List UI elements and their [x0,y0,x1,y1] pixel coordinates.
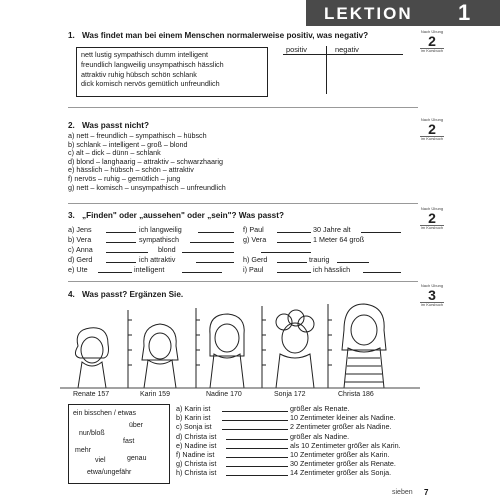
ex3-row-f: f) Paul 30 Jahre alt [243,226,264,235]
sentence-row: e) Nadine ist als 10 Zentimeter größer als Karin. [176,440,401,450]
ex3-row-h: h) Gerd traurig [243,256,267,265]
column-positive-label: positiv [286,45,307,54]
blank-line[interactable] [106,262,136,263]
blank-line[interactable] [226,475,288,476]
badge-number: 3 [428,286,436,303]
blank-line[interactable] [226,466,288,467]
blank-line[interactable] [106,242,136,243]
word-chip: etwa/ungefähr [87,469,132,476]
sentence-row: c) Sonja ist 2 Zentimeter größer als Nadine. [176,422,392,432]
exercise2-number: 2. [68,121,75,130]
person-sonja [276,310,314,388]
blank-line[interactable] [277,242,311,243]
blank-line[interactable] [182,252,234,253]
lesson-number: 1 [458,0,471,25]
word-row: freundlich langweilig unsympathisch hässlich [81,59,224,69]
list-item: a) nett – freundlich – sympathisch – hübsch [68,131,207,140]
blank-line[interactable] [190,242,234,243]
exercise1-word-box [76,47,268,97]
blank-line[interactable] [222,420,288,421]
sentence-row: b) Karin ist 10 Zentimeter kleiner als Nadine. [176,413,396,423]
blank-line[interactable] [106,252,148,253]
list-item: d) blond – langhaarig – attraktiv – schwarzhaarig [68,156,224,166]
exercise3-number: 3. [68,211,75,220]
blank-line[interactable] [277,232,311,233]
badge-number: 2 [428,32,436,49]
word-chip: viel [95,457,106,464]
separator [68,203,418,204]
blank-line[interactable] [277,272,311,273]
exercise2-badge [414,118,450,141]
lesson-header [306,0,500,26]
ex3-row-e: e) Ute intelligent [68,266,88,275]
blank-line[interactable] [226,439,288,440]
exercise4-sentences [176,405,416,479]
person-nadine [210,314,244,388]
badge-bottom-text: im Kursbuch [420,135,444,141]
list-item: e) hässlich – hübsch – schön – attraktiv [68,165,194,175]
person-label: Renate 157 [73,391,110,398]
word-chip: über [129,422,144,429]
list-item: g) nett – komisch – unsympathisch – unfreundlich [68,182,226,192]
badge-top-text: Nach Übung [420,283,444,288]
word-row: nett lustig sympathisch dumm intelligent [81,50,209,59]
word-row: dick komisch nervös gemütlich unfreundlich [81,79,220,89]
badge-number: 2 [428,209,436,226]
person-karin [142,324,178,388]
word-chip: ein bisschen / etwas [73,410,137,417]
exercise2-title-text: Was passt nicht? [82,121,150,130]
blank-line[interactable] [182,272,222,273]
badge-top-text: Nach Übung [420,29,444,34]
list-item: c) alt – dick – dünn – schlank [68,148,161,158]
exercise1-title-text: Was findet man bei einem Menschen normalerweise positiv, was negativ? [82,31,369,40]
person-christa [342,304,386,388]
person-label: Karin 159 [140,391,170,398]
blank-line[interactable] [98,272,132,273]
person-label: Nadine 170 [206,391,242,398]
badge-bottom-text: im Kursbuch [420,301,444,307]
word-row: attraktiv ruhig hübsch schön schlank [81,69,197,79]
ex3-row-i: i) Paul ich hässlich [243,266,263,275]
height-illustration [60,300,420,390]
exercise4-number: 4. [68,290,75,299]
word-chip: nur/bloß [79,430,105,437]
blank-line[interactable] [261,252,311,253]
person-renate [75,328,108,388]
exercise4-word-box [68,404,170,484]
sentence-row: d) Christa ist größer als Nadine. [176,431,350,441]
ex3-row-d: d) Gerd ich attraktiv [68,256,92,265]
blank-line[interactable] [106,232,136,233]
blank-line[interactable] [361,232,401,233]
word-chip: genau [127,455,147,462]
badge-top-text: Nach Übung [420,206,444,211]
exercise2-title [68,121,149,130]
list-item: f) nervös – ruhig – gemütlich – jung [68,173,181,183]
badge-number: 2 [428,120,436,137]
ex3-row-g: g) Vera 1 Meter 64 groß [243,235,365,244]
ex3-row-a: a) Jens ich langweilig [68,226,92,235]
blank-line[interactable] [198,232,234,233]
person-label: Sonja 172 [274,391,306,398]
ex3-row-c: c) Anna blond [68,246,93,255]
exercise3-title [68,211,284,220]
exercise2-list [68,132,226,192]
exercise4-title-text: Was passt? Ergänzen Sie. [82,290,184,299]
lesson-label: LEKTION [324,4,413,23]
blank-line[interactable] [337,262,369,263]
list-item: b) schlank – intelligent – groß – blond [68,139,188,149]
table-divider [326,46,327,94]
blank-line[interactable] [222,429,288,430]
word-chip: fast [123,438,135,445]
page-number: 7 [424,488,429,497]
sentence-row: g) Christa ist 30 Zentimeter größer als Renate. [176,459,396,469]
exercise3-title-text: „Finden" oder „aussehen" oder „sein"? Was passt? [82,211,284,220]
badge-top-text: Nach Übung [420,117,444,122]
table-rule [283,54,403,55]
exercise1-number: 1. [68,31,75,40]
exercise3-badge [414,207,450,230]
blank-line[interactable] [226,448,288,449]
blank-line[interactable] [363,272,401,273]
separator [68,281,418,282]
person-label: Christa 186 [338,391,374,398]
blank-line[interactable] [226,457,288,458]
footer-word: sieben [392,489,413,496]
column-negative-label: negativ [335,45,359,54]
sentence-row: a) Karin ist größer als Renate. [176,404,350,413]
exercise1-badge [414,30,450,53]
blank-line[interactable] [222,411,288,412]
sentence-row: f) Nadine ist 10 Zentimeter größer als Karin. [176,449,390,459]
exercise4-title [68,290,183,299]
badge-bottom-text: im Kursbuch [420,47,444,53]
blank-line[interactable] [196,262,234,263]
separator [68,107,418,108]
ex3-row-b: b) Vera sympathisch [68,236,91,245]
word-chip: mehr [75,447,91,454]
exercise1-title [68,31,368,40]
height-scale [128,304,332,388]
badge-bottom-text: im Kursbuch [420,224,444,230]
blank-line[interactable] [277,262,307,263]
sentence-row: h) Christa ist 14 Zentimeter größer als Sonja. [176,468,392,478]
